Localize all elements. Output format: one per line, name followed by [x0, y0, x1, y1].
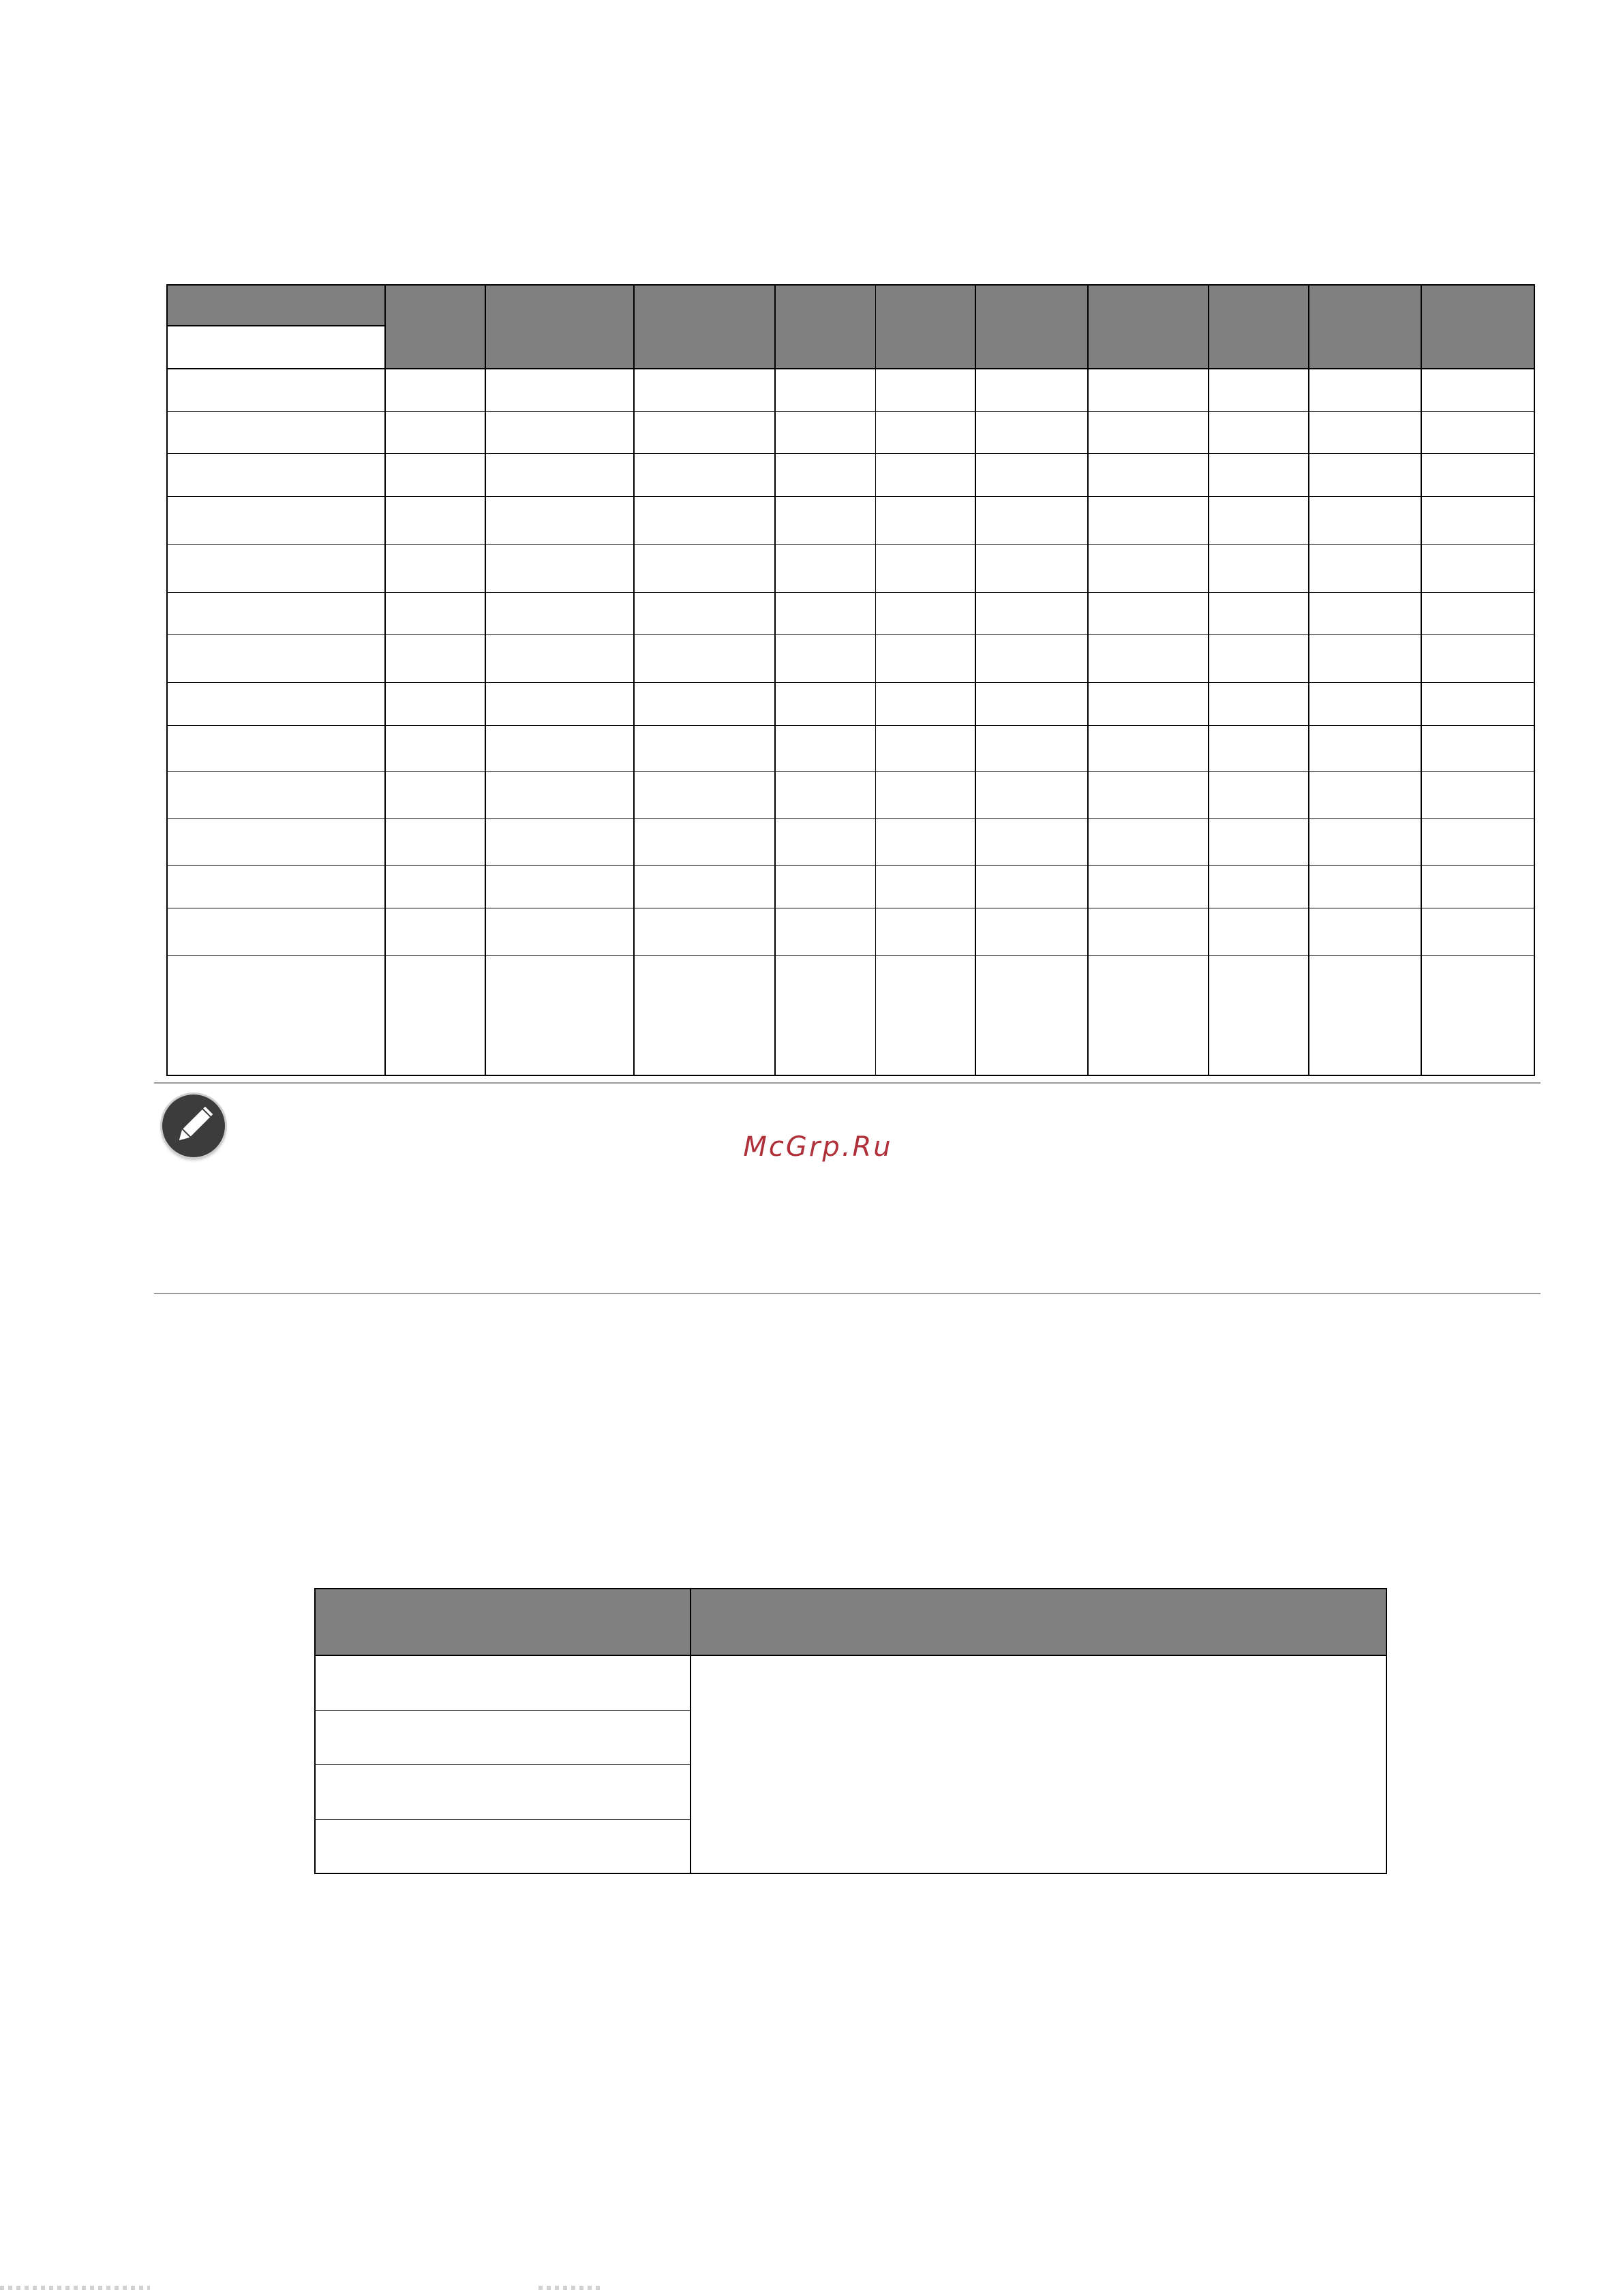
table-cell — [1209, 411, 1309, 453]
table-header-row — [167, 285, 1534, 326]
table-cell — [167, 683, 385, 725]
table-cell — [1421, 454, 1534, 496]
table-cell — [167, 592, 385, 634]
table-cell — [634, 369, 775, 411]
table-cell — [1309, 369, 1421, 411]
table-cell — [167, 411, 385, 453]
table-cell — [1088, 956, 1209, 1075]
header-cell — [691, 1589, 1386, 1655]
table-cell — [775, 725, 875, 771]
table-cell — [634, 772, 775, 818]
table-cell — [1209, 592, 1309, 634]
header-cell — [875, 285, 975, 369]
table-cell — [634, 545, 775, 592]
table-cell — [634, 411, 775, 453]
table-cell — [1088, 454, 1209, 496]
table-cell — [167, 908, 385, 955]
table-cell — [485, 818, 634, 865]
table-row — [167, 956, 1534, 1075]
table-cell — [1421, 634, 1534, 682]
table-cell — [1421, 496, 1534, 544]
table-row — [167, 545, 1534, 592]
table-cell — [1088, 545, 1209, 592]
table-row — [167, 772, 1534, 818]
table-cell — [1421, 818, 1534, 865]
table-cell — [1309, 634, 1421, 682]
table-cell — [1088, 496, 1209, 544]
table-cell — [775, 454, 875, 496]
table-cell — [1421, 545, 1534, 592]
table-cell — [385, 496, 485, 544]
table-cell — [875, 369, 975, 411]
table-cell — [634, 725, 775, 771]
table-cell — [775, 908, 875, 955]
table-cell — [485, 683, 634, 725]
table-row — [167, 496, 1534, 544]
table-cell — [1421, 592, 1534, 634]
table-cell — [634, 908, 775, 955]
table-cell — [1209, 956, 1309, 1075]
table-row — [167, 454, 1534, 496]
table-row — [167, 818, 1534, 865]
compatibility-grid-table — [166, 284, 1535, 1076]
table-cell — [975, 634, 1088, 682]
table-cell — [485, 908, 634, 955]
table-cell — [1309, 683, 1421, 725]
table-cell — [634, 818, 775, 865]
table-cell — [634, 683, 775, 725]
table-cell — [315, 1710, 691, 1764]
table-cell — [975, 818, 1088, 865]
table-cell — [385, 545, 485, 592]
table-cell — [775, 496, 875, 544]
table-cell — [975, 683, 1088, 725]
table-cell — [875, 634, 975, 682]
header-cell — [315, 1589, 691, 1655]
table-cell — [167, 369, 385, 411]
table-cell — [167, 818, 385, 865]
header-cell — [385, 285, 485, 369]
table-cell — [385, 592, 485, 634]
table-cell — [1309, 866, 1421, 908]
table-cell — [975, 592, 1088, 634]
table-cell — [1421, 866, 1534, 908]
header-cell — [1088, 285, 1209, 369]
table-cell — [775, 683, 875, 725]
table-cell — [875, 545, 975, 592]
table-row — [167, 634, 1534, 682]
table-cell — [315, 1764, 691, 1819]
table-cell — [634, 454, 775, 496]
table-cell — [1209, 683, 1309, 725]
header-cell — [634, 285, 775, 369]
table-cell — [1309, 411, 1421, 453]
table-cell — [875, 725, 975, 771]
table-cell — [1309, 818, 1421, 865]
table-cell — [875, 956, 975, 1075]
table-cell — [385, 956, 485, 1075]
table-cell — [1421, 725, 1534, 771]
table-cell — [385, 369, 485, 411]
table-cell — [1309, 725, 1421, 771]
watermark-text: McGrp.Ru — [743, 1131, 893, 1163]
table-cell — [1421, 683, 1534, 725]
table-cell — [1421, 772, 1534, 818]
table-cell — [485, 411, 634, 453]
table-cell — [485, 592, 634, 634]
table-cell — [167, 956, 385, 1075]
table-cell — [485, 772, 634, 818]
table-cell — [1088, 592, 1209, 634]
header-cell — [1421, 285, 1534, 369]
table-cell — [1088, 411, 1209, 453]
table-cell — [775, 369, 875, 411]
pencil-icon — [162, 1095, 225, 1157]
header-cell — [1309, 285, 1421, 369]
table-cell — [875, 496, 975, 544]
table-cell — [1209, 818, 1309, 865]
table-row — [167, 866, 1534, 908]
table-row — [167, 683, 1534, 725]
table-cell — [1209, 369, 1309, 411]
table-cell — [875, 411, 975, 453]
note-divider-bottom — [154, 1293, 1541, 1294]
table-cell — [485, 956, 634, 1075]
header-cell — [775, 285, 875, 369]
table-cell — [1209, 908, 1309, 955]
table-cell — [634, 592, 775, 634]
table-cell — [485, 634, 634, 682]
table-cell — [167, 454, 385, 496]
table-cell — [775, 772, 875, 818]
table-cell — [315, 1819, 691, 1873]
table-cell — [975, 908, 1088, 955]
table-cell — [1209, 725, 1309, 771]
table-header-row — [315, 1589, 1386, 1655]
header-cell-row-label — [167, 285, 385, 326]
table-cell — [634, 956, 775, 1075]
table-cell — [975, 411, 1088, 453]
table-cell — [1309, 454, 1421, 496]
header-cell — [485, 285, 634, 369]
table-cell — [485, 454, 634, 496]
table-cell — [1421, 411, 1534, 453]
table-row — [167, 725, 1534, 771]
table-cell — [1088, 818, 1209, 865]
table-cell — [385, 725, 485, 771]
table-cell — [1209, 634, 1309, 682]
table-cell — [167, 772, 385, 818]
table-cell — [1088, 908, 1209, 955]
table-cell — [385, 772, 485, 818]
table-cell — [485, 545, 634, 592]
table-cell — [385, 411, 485, 453]
table-cell — [775, 956, 875, 1075]
header-cell — [975, 285, 1088, 369]
table-cell — [167, 725, 385, 771]
table-cell — [315, 1655, 691, 1710]
table-cell — [167, 496, 385, 544]
table-cell — [875, 772, 975, 818]
table-cell — [167, 545, 385, 592]
table-cell — [775, 592, 875, 634]
footer-marks — [0, 2286, 150, 2290]
table-row — [315, 1655, 1386, 1710]
table-cell — [775, 866, 875, 908]
table-cell — [1209, 496, 1309, 544]
table-cell — [875, 454, 975, 496]
table-row — [167, 411, 1534, 453]
table-cell — [875, 866, 975, 908]
table-cell — [975, 545, 1088, 592]
table-cell — [1421, 369, 1534, 411]
table-cell — [975, 866, 1088, 908]
table-cell — [485, 866, 634, 908]
note-divider-top — [154, 1082, 1541, 1084]
table-cell — [1309, 772, 1421, 818]
table-cell — [875, 683, 975, 725]
table-cell — [775, 411, 875, 453]
table-cell — [1209, 866, 1309, 908]
table-cell — [875, 908, 975, 955]
table-cell — [875, 818, 975, 865]
table-cell — [1088, 725, 1209, 771]
table-cell — [1209, 545, 1309, 592]
table-cell — [485, 369, 634, 411]
merged-description-cell — [691, 1655, 1386, 1873]
table-cell — [1421, 956, 1534, 1075]
header-cell — [1209, 285, 1309, 369]
table-cell — [1088, 683, 1209, 725]
table-cell — [167, 634, 385, 682]
table-cell — [1309, 496, 1421, 544]
footer-marks — [539, 2286, 600, 2290]
table-cell — [385, 683, 485, 725]
table-cell — [485, 496, 634, 544]
table-cell — [1088, 634, 1209, 682]
table-cell — [1088, 866, 1209, 908]
mode-table — [314, 1588, 1387, 1874]
table-cell — [1309, 592, 1421, 634]
table-cell — [167, 866, 385, 908]
table-cell — [385, 454, 485, 496]
table-cell — [1421, 908, 1534, 955]
table-cell — [1309, 956, 1421, 1075]
table-row — [167, 908, 1534, 955]
subheader-cell — [167, 326, 385, 368]
table-cell — [875, 592, 975, 634]
table-cell — [975, 772, 1088, 818]
table-cell — [1309, 908, 1421, 955]
table-cell — [385, 634, 485, 682]
table-cell — [975, 454, 1088, 496]
table-cell — [975, 956, 1088, 1075]
table-cell — [975, 725, 1088, 771]
table-cell — [385, 818, 485, 865]
table-cell — [1209, 772, 1309, 818]
table-cell — [1309, 545, 1421, 592]
table-cell — [634, 634, 775, 682]
table-cell — [1088, 369, 1209, 411]
table-cell — [975, 369, 1088, 411]
table-cell — [485, 725, 634, 771]
table-cell — [385, 908, 485, 955]
table-cell — [1209, 454, 1309, 496]
table-cell — [385, 866, 485, 908]
table-cell — [775, 818, 875, 865]
table-cell — [1088, 772, 1209, 818]
table-cell — [634, 866, 775, 908]
table-cell — [975, 496, 1088, 544]
table-cell — [775, 545, 875, 592]
table-row — [167, 592, 1534, 634]
table-cell — [775, 634, 875, 682]
table-row — [167, 369, 1534, 411]
table-cell — [634, 496, 775, 544]
